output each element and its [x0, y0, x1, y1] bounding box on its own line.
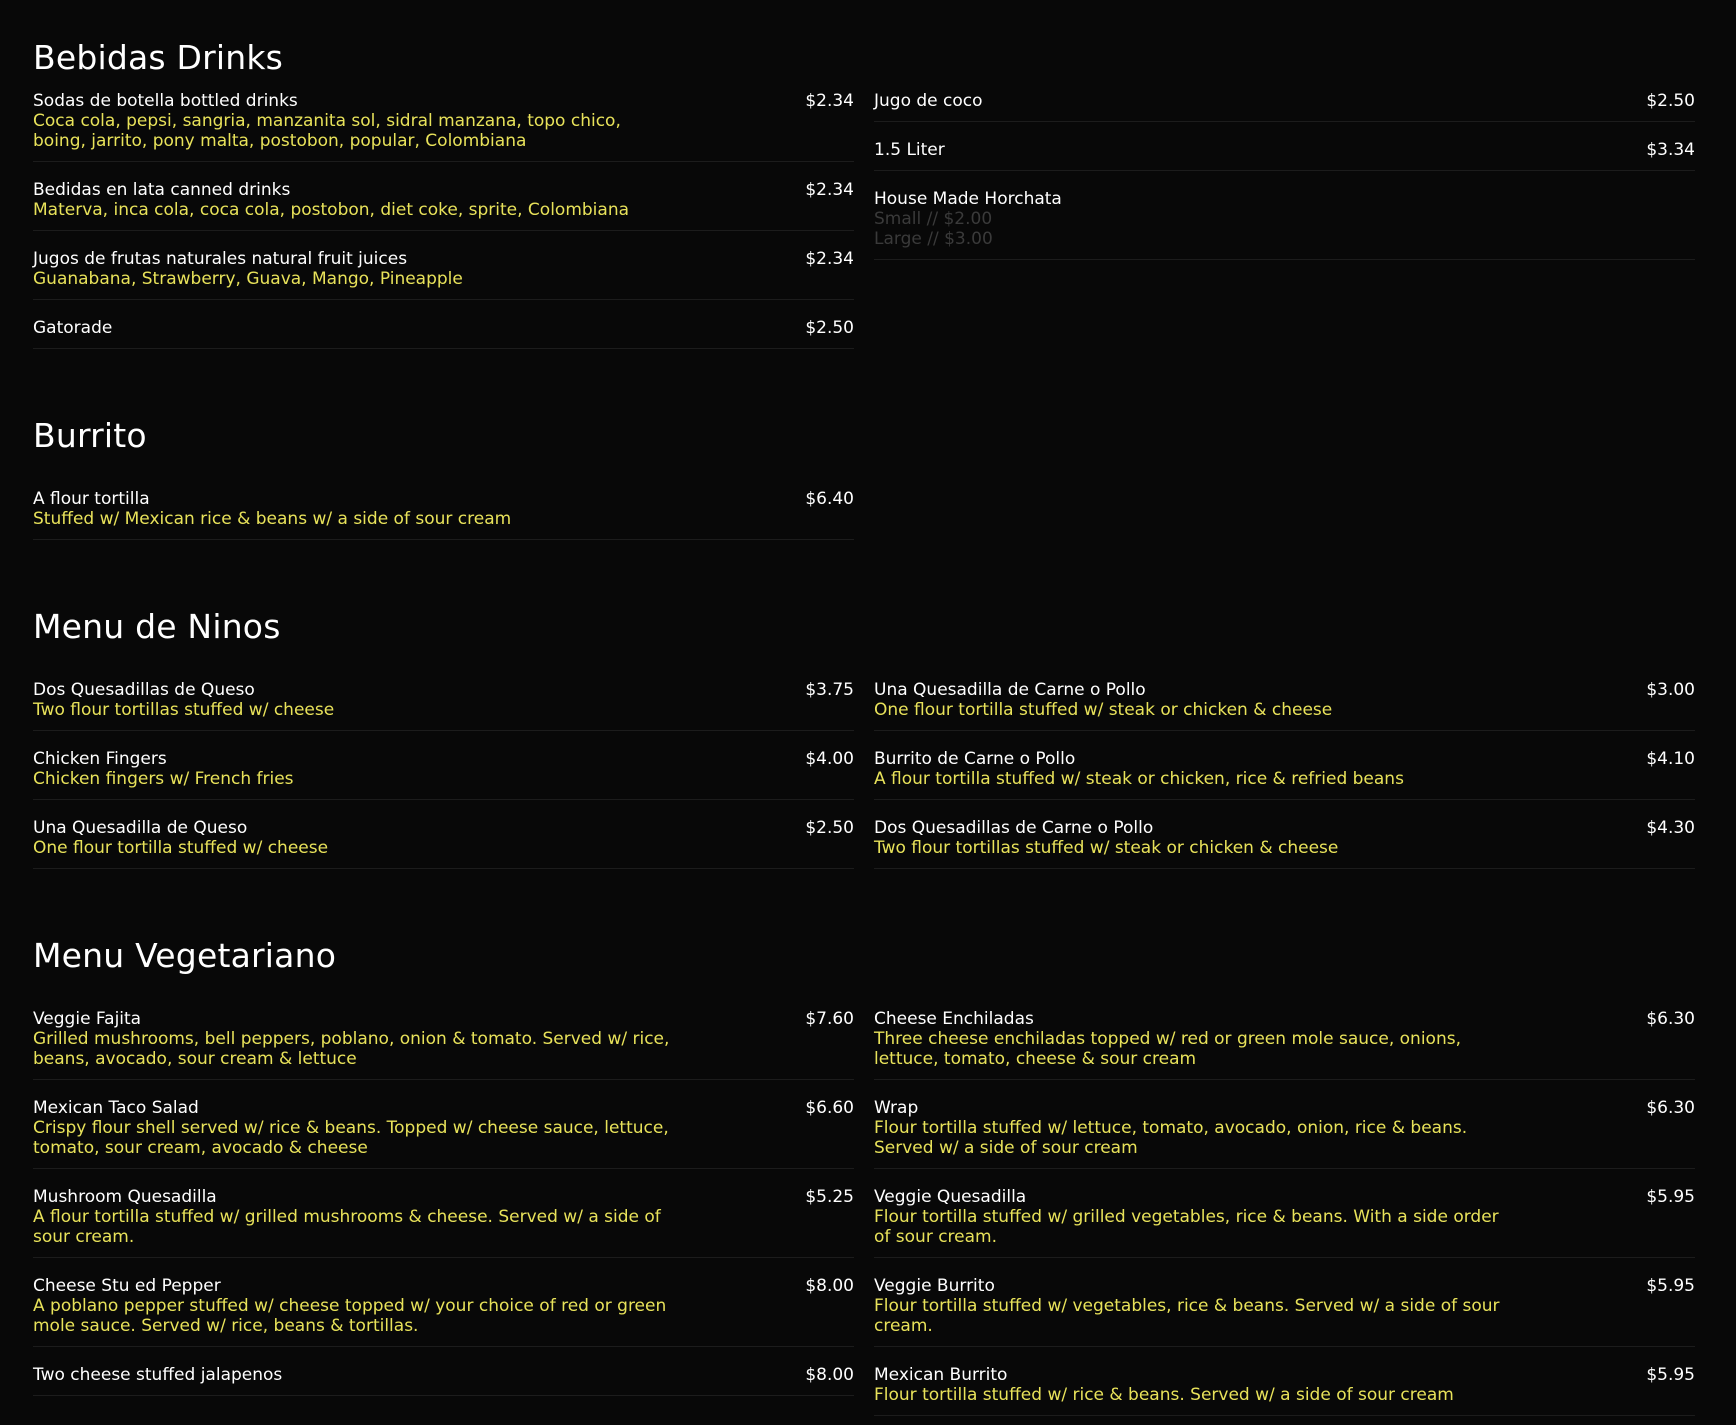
item-name: House Made Horchata	[874, 189, 1062, 209]
menu-item	[33, 1356, 854, 1396]
item-name: Una Quesadilla de Carne o Pollo	[874, 680, 1146, 700]
item-price: $4.10	[1646, 749, 1695, 769]
left-column	[33, 480, 854, 549]
menu-item	[874, 1000, 1695, 1080]
section-columns	[33, 82, 1695, 358]
item-description: Grilled mushrooms, bell peppers, poblano, onion & tomato. Served w/ rice, beans, avocado, sour cream & lettuce	[33, 1029, 670, 1069]
item-description: A flour tortilla stuffed w/ steak or chicken, rice & refried beans	[874, 769, 1404, 789]
item-price: $3.00	[1646, 680, 1695, 700]
menu-item	[33, 809, 854, 869]
item-description: A flour tortilla stuffed w/ grilled mushrooms & cheese. Served w/ a side of sour cream.	[33, 1207, 661, 1247]
section-columns	[33, 671, 1695, 878]
item-name: Cheese Enchiladas	[874, 1009, 1034, 1029]
item-description: Flour tortilla stuffed w/ lettuce, tomato, avocado, onion, rice & beans. Served w/ a side of sour cream	[874, 1118, 1468, 1158]
item-price: $5.95	[1646, 1187, 1695, 1207]
menu-item	[33, 1178, 854, 1258]
menu-item	[33, 171, 854, 231]
menu-item	[33, 1000, 854, 1080]
section-ninos	[33, 589, 1695, 878]
menu-item	[874, 1267, 1695, 1347]
menu-item	[33, 240, 854, 300]
item-name: Veggie Fajita	[33, 1009, 142, 1029]
item-name: Mexican Burrito	[874, 1365, 1008, 1385]
section-title: Menu Vegetariano	[33, 936, 337, 975]
item-name: Una Quesadilla de Queso	[33, 818, 248, 838]
item-price: $2.50	[805, 818, 854, 838]
item-name: Bedidas en lata canned drinks	[33, 180, 291, 200]
item-name: Mexican Taco Salad	[33, 1098, 199, 1118]
item-description: Chicken fingers w/ French fries	[33, 769, 294, 789]
section-bebidas	[33, 0, 1695, 358]
item-description: Flour tortilla stuffed w/ rice & beans. Served w/ a side of sour cream	[874, 1385, 1454, 1405]
item-option: Large // $3.00	[874, 229, 993, 249]
item-name: Veggie Burrito	[874, 1276, 995, 1296]
item-description: Three cheese enchiladas topped w/ red or green mole sauce, onions, lettuce, tomato, cheese & sour cream	[874, 1029, 1461, 1069]
item-name: Dos Quesadillas de Carne o Pollo	[874, 818, 1154, 838]
item-price: $6.30	[1646, 1009, 1695, 1029]
item-description: Materva, inca cola, coca cola, postobon, diet coke, sprite, Colombiana	[33, 200, 630, 220]
left-column	[33, 1000, 854, 1425]
item-price: $8.00	[805, 1276, 854, 1296]
item-price: $2.34	[805, 249, 854, 269]
section-vegetariano	[33, 918, 1695, 1425]
item-name: Jugos de frutas naturales natural fruit juices	[33, 249, 408, 269]
item-description: Two flour tortillas stuffed w/ cheese	[33, 700, 335, 720]
item-price: $2.50	[1646, 91, 1695, 111]
item-price: $5.25	[805, 1187, 854, 1207]
item-price: $7.60	[805, 1009, 854, 1029]
item-description: One flour tortilla stuffed w/ steak or chicken & cheese	[874, 700, 1333, 720]
section-title: Bebidas Drinks	[33, 38, 284, 77]
item-option: Small // $2.00	[874, 209, 993, 229]
item-description: Flour tortilla stuffed w/ grilled vegetables, rice & beans. With a side order of sour cream.	[874, 1207, 1499, 1247]
item-name: Burrito de Carne o Pollo	[874, 749, 1076, 769]
menu-item	[874, 809, 1695, 869]
item-price: $6.40	[805, 489, 854, 509]
menu-item	[874, 740, 1695, 800]
menu-item	[874, 1356, 1695, 1416]
item-price: $2.34	[805, 91, 854, 111]
item-description: Flour tortilla stuffed w/ vegetables, rice & beans. Served w/ a side of sour cream.	[874, 1296, 1500, 1336]
item-name: Dos Quesadillas de Queso	[33, 680, 255, 700]
menu-item	[33, 740, 854, 800]
section-title: Menu de Ninos	[33, 607, 281, 646]
right-column	[874, 671, 1695, 878]
menu-item	[874, 1178, 1695, 1258]
menu-item	[874, 131, 1695, 171]
section-burrito	[33, 398, 1695, 549]
menu-item	[33, 1267, 854, 1347]
section-columns	[33, 480, 1695, 549]
item-name: Mushroom Quesadilla	[33, 1187, 217, 1207]
item-description: Two flour tortillas stuffed w/ steak or chicken & cheese	[874, 838, 1339, 858]
item-name: Two cheese stuffed jalapenos	[33, 1365, 283, 1385]
left-column	[33, 671, 854, 878]
menu-item	[33, 82, 854, 162]
menu-item	[874, 82, 1695, 122]
item-name: Chicken Fingers	[33, 749, 167, 769]
item-price: $3.75	[805, 680, 854, 700]
item-name: Gatorade	[33, 318, 113, 338]
item-description: Stuffed w/ Mexican rice & beans w/ a side of sour cream	[33, 509, 512, 529]
item-name: Cheese Stu ed Pepper	[33, 1276, 221, 1296]
item-name: 1.5 Liter	[874, 140, 945, 160]
item-price: $8.00	[805, 1365, 854, 1385]
item-description: One flour tortilla stuffed w/ cheese	[33, 838, 329, 858]
item-name: Sodas de botella bottled drinks	[33, 91, 298, 111]
item-price: $6.30	[1646, 1098, 1695, 1118]
item-price: $6.60	[805, 1098, 854, 1118]
left-column	[33, 82, 854, 358]
item-price: $3.34	[1646, 140, 1695, 160]
item-description: Crispy flour shell served w/ rice & beans. Topped w/ cheese sauce, lettuce, tomato, sour cream, avocado & cheese	[33, 1118, 669, 1158]
item-name: Jugo de coco	[874, 91, 983, 111]
menu-item	[874, 1089, 1695, 1169]
item-name: Veggie Quesadilla	[874, 1187, 1027, 1207]
item-price: $2.50	[805, 318, 854, 338]
item-name: A flour tortilla	[33, 489, 150, 509]
item-name: Wrap	[874, 1098, 919, 1118]
menu-item	[33, 480, 854, 540]
item-price: $5.95	[1646, 1365, 1695, 1385]
right-column	[874, 480, 1695, 549]
menu-item	[874, 180, 1695, 260]
menu-item	[33, 671, 854, 731]
menu-item	[33, 1089, 854, 1169]
item-price: $5.95	[1646, 1276, 1695, 1296]
menu-item	[874, 671, 1695, 731]
item-price: $4.00	[805, 749, 854, 769]
item-description: Coca cola, pepsi, sangria, manzanita sol, sidral manzana, topo chico, boing, jarrito, pony malta, postobon, popular, Colombiana	[33, 111, 621, 151]
right-column	[874, 82, 1695, 358]
item-price: $2.34	[805, 180, 854, 200]
item-price: $4.30	[1646, 818, 1695, 838]
menu-item	[33, 309, 854, 349]
section-columns	[33, 1000, 1695, 1425]
right-column	[874, 1000, 1695, 1425]
section-title: Burrito	[33, 416, 147, 455]
item-description: Guanabana, Strawberry, Guava, Mango, Pineapple	[33, 269, 463, 289]
item-description: A poblano pepper stuffed w/ cheese topped w/ your choice of red or green mole sauce. Served w/ rice, beans & tortillas.	[33, 1296, 667, 1336]
